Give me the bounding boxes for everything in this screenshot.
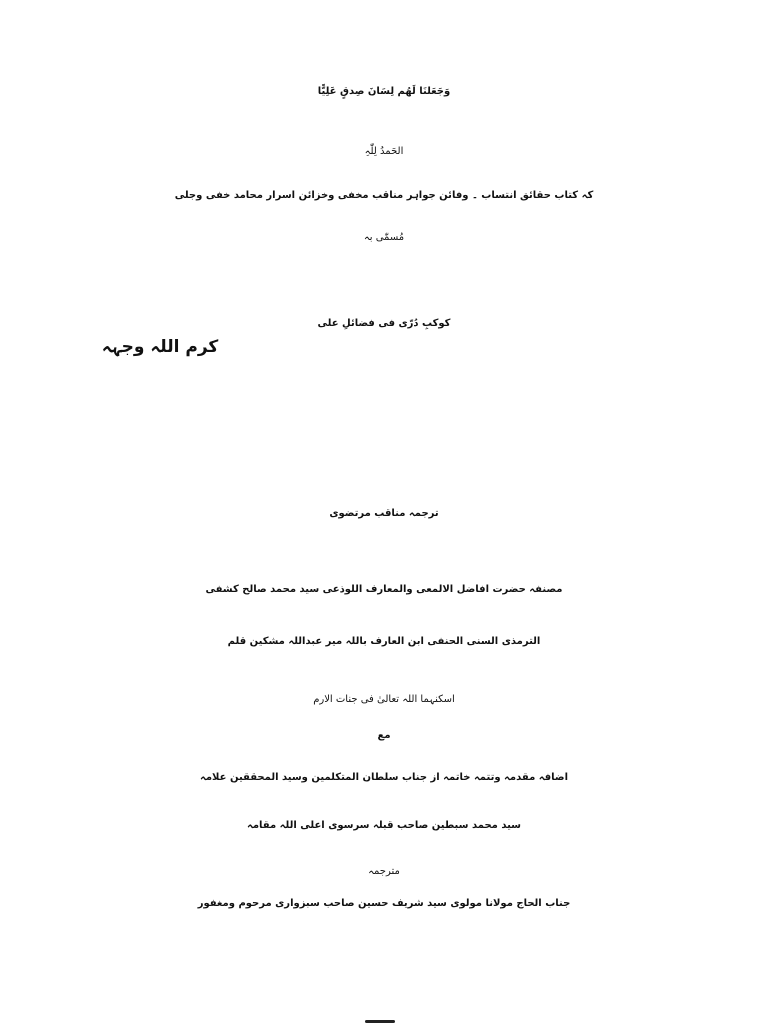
translated-by-label: مترجمہ <box>368 866 400 877</box>
named-as-line: مُسمّٰی بہ <box>363 232 405 243</box>
author-line-2: الترمذی السنی الحنفی ابن العارف باللہ میر عبداللہ مشکین قلم <box>227 636 541 647</box>
author-line-3: اسکنہما اللہ تعالیٰ فی جنات الارم <box>313 694 455 705</box>
addition-line-1: اضافہ مقدمہ وتتمہ خاتمہ از جناب سلطان المتکلمین وسید المحققین علامہ <box>199 772 568 783</box>
translator-line: جناب الحاج مولانا مولوی سید شریف حسین صاحب سبزواری مرحوم ومغفور <box>197 898 571 909</box>
cropped-text-fragment <box>360 1014 400 1024</box>
with-label: مع <box>377 730 391 741</box>
addition-line-2: سید محمد سبطین صاحب قبلہ سرسوی اعلی اللہ مقامہ <box>246 820 522 831</box>
hamd-line: الحَمدُ لِلّٰہِ <box>364 146 404 157</box>
honorific-text: کرم اللہ وجہہ <box>101 337 219 357</box>
quranic-verse: وَجَعَلنَا لَهُم لِسَانَ صِدقٍ عَلِیًّا <box>317 86 451 97</box>
author-line-1: مصنفہ حضرت افاضل الالمعی والمعارف اللوذعی سید محمد صالح کشفی <box>205 584 563 595</box>
subtitle: ترجمہ مناقب مرتضوی <box>329 508 439 519</box>
book-description: کہ کتاب حقائق انتساب ۔ وفائن جواہر مناقب مخفی وخزائن اسرار محامد خفی وجلی <box>174 190 594 201</box>
main-title: کوکبِ دُرّی فی فضائلِ علی <box>317 318 451 329</box>
